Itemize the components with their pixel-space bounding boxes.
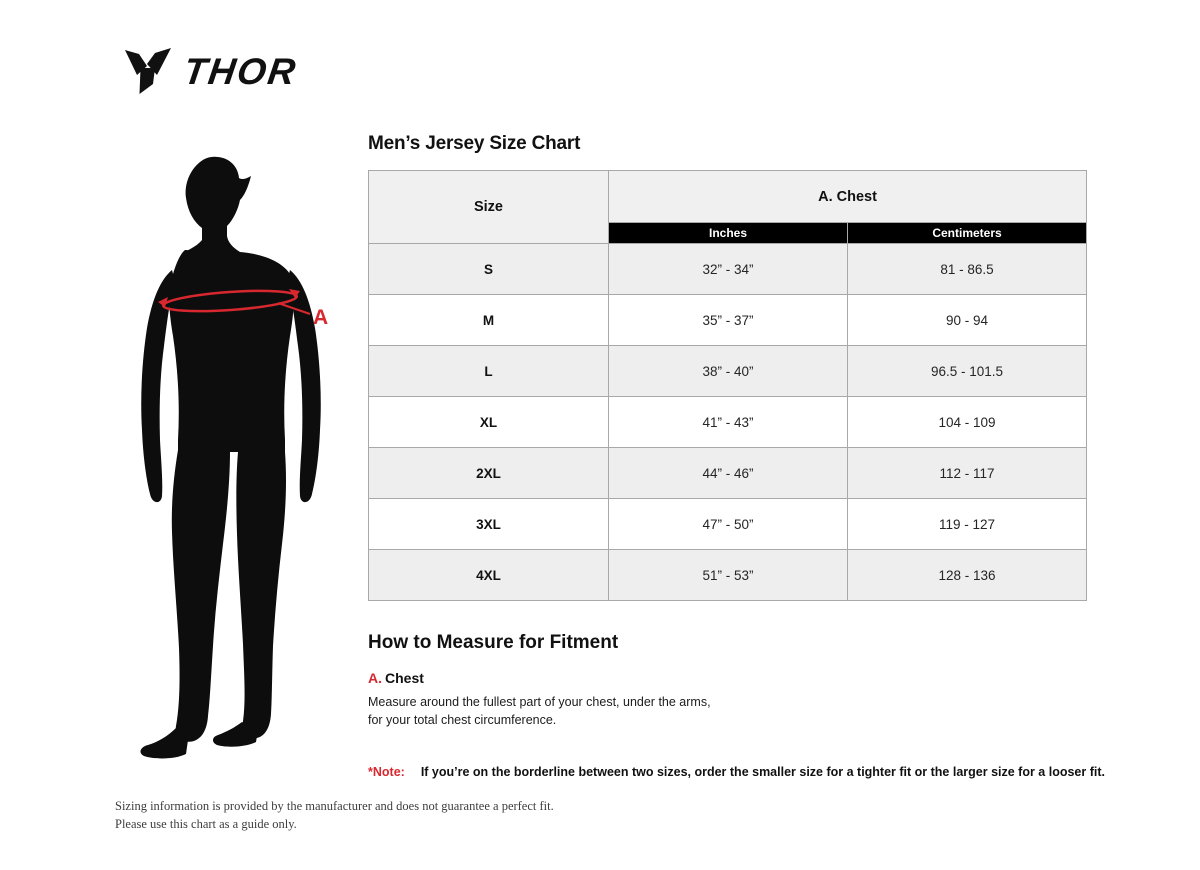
inches-cell: 32” - 34” — [609, 244, 848, 295]
how-to-measure-section — [368, 632, 768, 729]
size-cell: M — [369, 295, 609, 346]
disclaimer — [115, 797, 554, 833]
size-cell: XL — [369, 397, 609, 448]
note-prefix: *Note: — [368, 765, 405, 779]
centimeters-cell: 104 - 109 — [848, 397, 1087, 448]
centimeters-cell: 119 - 127 — [848, 499, 1087, 550]
thor-horns-icon — [124, 46, 172, 96]
measure-item-name: Chest — [385, 670, 424, 686]
column-header-inches: Inches — [609, 223, 848, 244]
centimeters-cell: 112 - 117 — [848, 448, 1087, 499]
body-measurement-figure — [130, 150, 360, 770]
inches-cell: 35” - 37” — [609, 295, 848, 346]
disclaimer-line-1: Sizing information is provided by the manufacturer and does not guarantee a perfect fit. — [115, 799, 554, 813]
disclaimer-line-2: Please use this chart as a guide only. — [115, 817, 297, 832]
measure-item-chest — [368, 670, 768, 729]
note-text: If you’re on the borderline between two sizes, order the smaller size for a tighter fit or the larger size for a looser fit. — [420, 765, 1105, 779]
inches-cell: 44” - 46” — [609, 448, 848, 499]
size-cell: 2XL — [369, 448, 609, 499]
male-silhouette-illustration — [130, 150, 360, 770]
table-row — [369, 499, 1087, 550]
size-cell: S — [369, 244, 609, 295]
table-row — [369, 295, 1087, 346]
brand-logo — [124, 46, 300, 96]
size-cell: L — [369, 346, 609, 397]
sizing-note — [368, 765, 1105, 779]
measure-item-description: Measure around the fullest part of your chest, under the arms, for your total chest circumference. — [368, 695, 711, 728]
column-header-chest: A. Chest — [609, 171, 1087, 223]
table-row — [369, 550, 1087, 601]
table-row — [369, 244, 1087, 295]
inches-cell: 47” - 50” — [609, 499, 848, 550]
table-row — [369, 397, 1087, 448]
inches-cell: 51” - 53” — [609, 550, 848, 601]
centimeters-cell: 81 - 86.5 — [848, 244, 1087, 295]
centimeters-cell: 90 - 94 — [848, 295, 1087, 346]
chest-marker-label: A — [313, 306, 329, 329]
centimeters-cell: 96.5 - 101.5 — [848, 346, 1087, 397]
centimeters-cell: 128 - 136 — [848, 550, 1087, 601]
size-chart-title: Men’s Jersey Size Chart — [368, 133, 581, 154]
measure-item-key: A. — [368, 670, 382, 686]
table-row — [369, 448, 1087, 499]
size-cell: 4XL — [369, 550, 609, 601]
size-cell: 3XL — [369, 499, 609, 550]
column-header-size: Size — [369, 171, 609, 244]
size-table-body — [369, 244, 1087, 601]
inches-cell: 38” - 40” — [609, 346, 848, 397]
how-to-measure-title: How to Measure for Fitment — [368, 632, 619, 653]
table-row — [369, 346, 1087, 397]
inches-cell: 41” - 43” — [609, 397, 848, 448]
brand-wordmark: THOR — [181, 50, 300, 92]
column-header-centimeters: Centimeters — [848, 223, 1087, 244]
size-table — [368, 170, 1087, 601]
